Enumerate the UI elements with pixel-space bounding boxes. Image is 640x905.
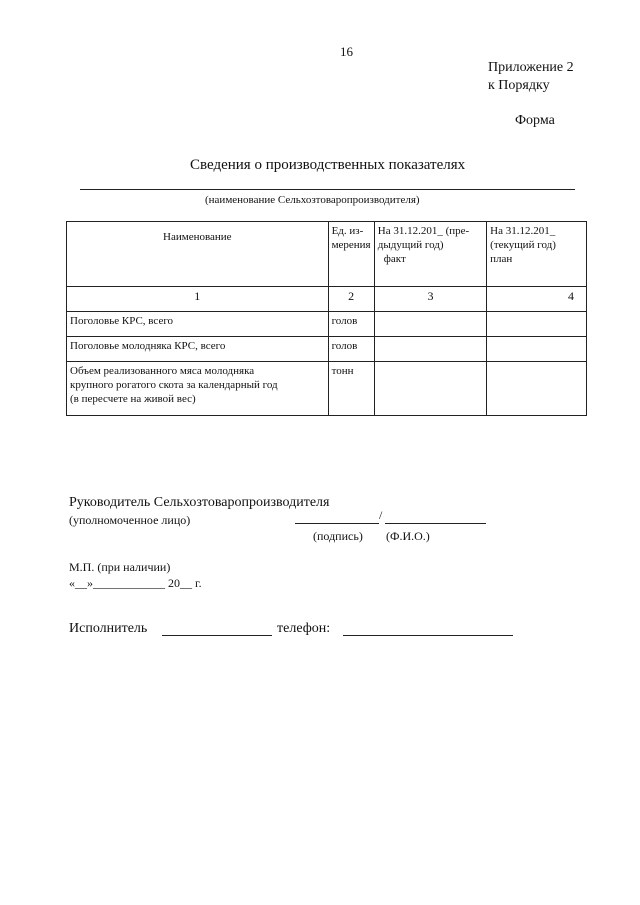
table-row [67,312,587,337]
executor-label: Исполнитель [69,621,148,636]
row-unit: голов [328,312,374,337]
table-row [67,337,587,362]
column-number: 1 [67,287,329,312]
row-unit: тонн [328,362,374,416]
row-name [67,362,329,416]
appendix-title: Приложение 2 [488,60,574,75]
header-unit [328,222,374,287]
fio-line[interactable] [385,523,486,524]
document-title: Сведения о производственных показателях [190,157,466,173]
header-name [67,222,329,287]
column-number: 2 [328,287,374,312]
row-previous-value[interactable] [374,362,486,416]
fio-caption: (Ф.И.О.) [386,529,430,543]
column-number: 3 [374,287,486,312]
header-name-text: Наименование [163,231,232,243]
row-unit: голов [328,337,374,362]
seal-note: М.П. (при наличии) [69,560,171,574]
table-row [67,362,587,416]
row-name-line1: Объем реализованного мяса молодняка [70,365,255,377]
header-cur-line3: план [490,253,513,266]
form-label: Форма [515,113,555,128]
row-previous-value[interactable] [374,337,486,362]
signature-separator: / [379,508,383,522]
phone-label: телефон: [277,621,331,636]
header-current-year [487,222,587,287]
page-number: 16 [340,44,353,59]
row-name: Поголовье молодняка КРС, всего [67,337,329,362]
header-prev-line1: На 31.12.201_ (пре- [377,225,470,237]
row-current-value[interactable] [487,312,587,337]
row-name-line2: крупного рогатого скота за календарный год [70,379,278,392]
phone-field-line[interactable] [343,635,513,636]
signature-line[interactable] [295,523,379,524]
organization-name-line [80,189,575,190]
header-previous-year [374,222,486,287]
executor-field-line[interactable] [162,635,272,636]
header-prev-line2: дыдущий год) [377,239,444,252]
indicators-table [66,221,587,416]
row-name: Поголовье КРС, всего [67,312,329,337]
header-unit-line2: мерения [331,239,371,252]
row-name-line3: (в пересчете на живой вес) [70,393,196,406]
header-prev-line3: факт [383,253,406,266]
head-subtitle: (уполномоченное лицо) [69,513,191,527]
header-cur-line2: (текущий год) [490,239,556,252]
row-current-value[interactable] [487,337,587,362]
appendix-reference: к Порядку [488,78,550,93]
head-title: Руководитель Сельхозтоваропроизводителя [69,495,330,510]
row-previous-value[interactable] [374,312,486,337]
header-unit-line1: Ед. из- [331,225,364,237]
row-current-value[interactable] [487,362,587,416]
header-cur-line1: На 31.12.201_ [490,225,556,237]
signature-caption: (подпись) [313,529,363,543]
column-number: 4 [487,287,587,312]
date-line: «__»____________ 20__ г. [69,576,202,590]
table-header-row [67,222,587,287]
column-number-row [67,287,587,312]
organization-caption: (наименование Сельхозтоваропроизводителя) [205,194,420,206]
